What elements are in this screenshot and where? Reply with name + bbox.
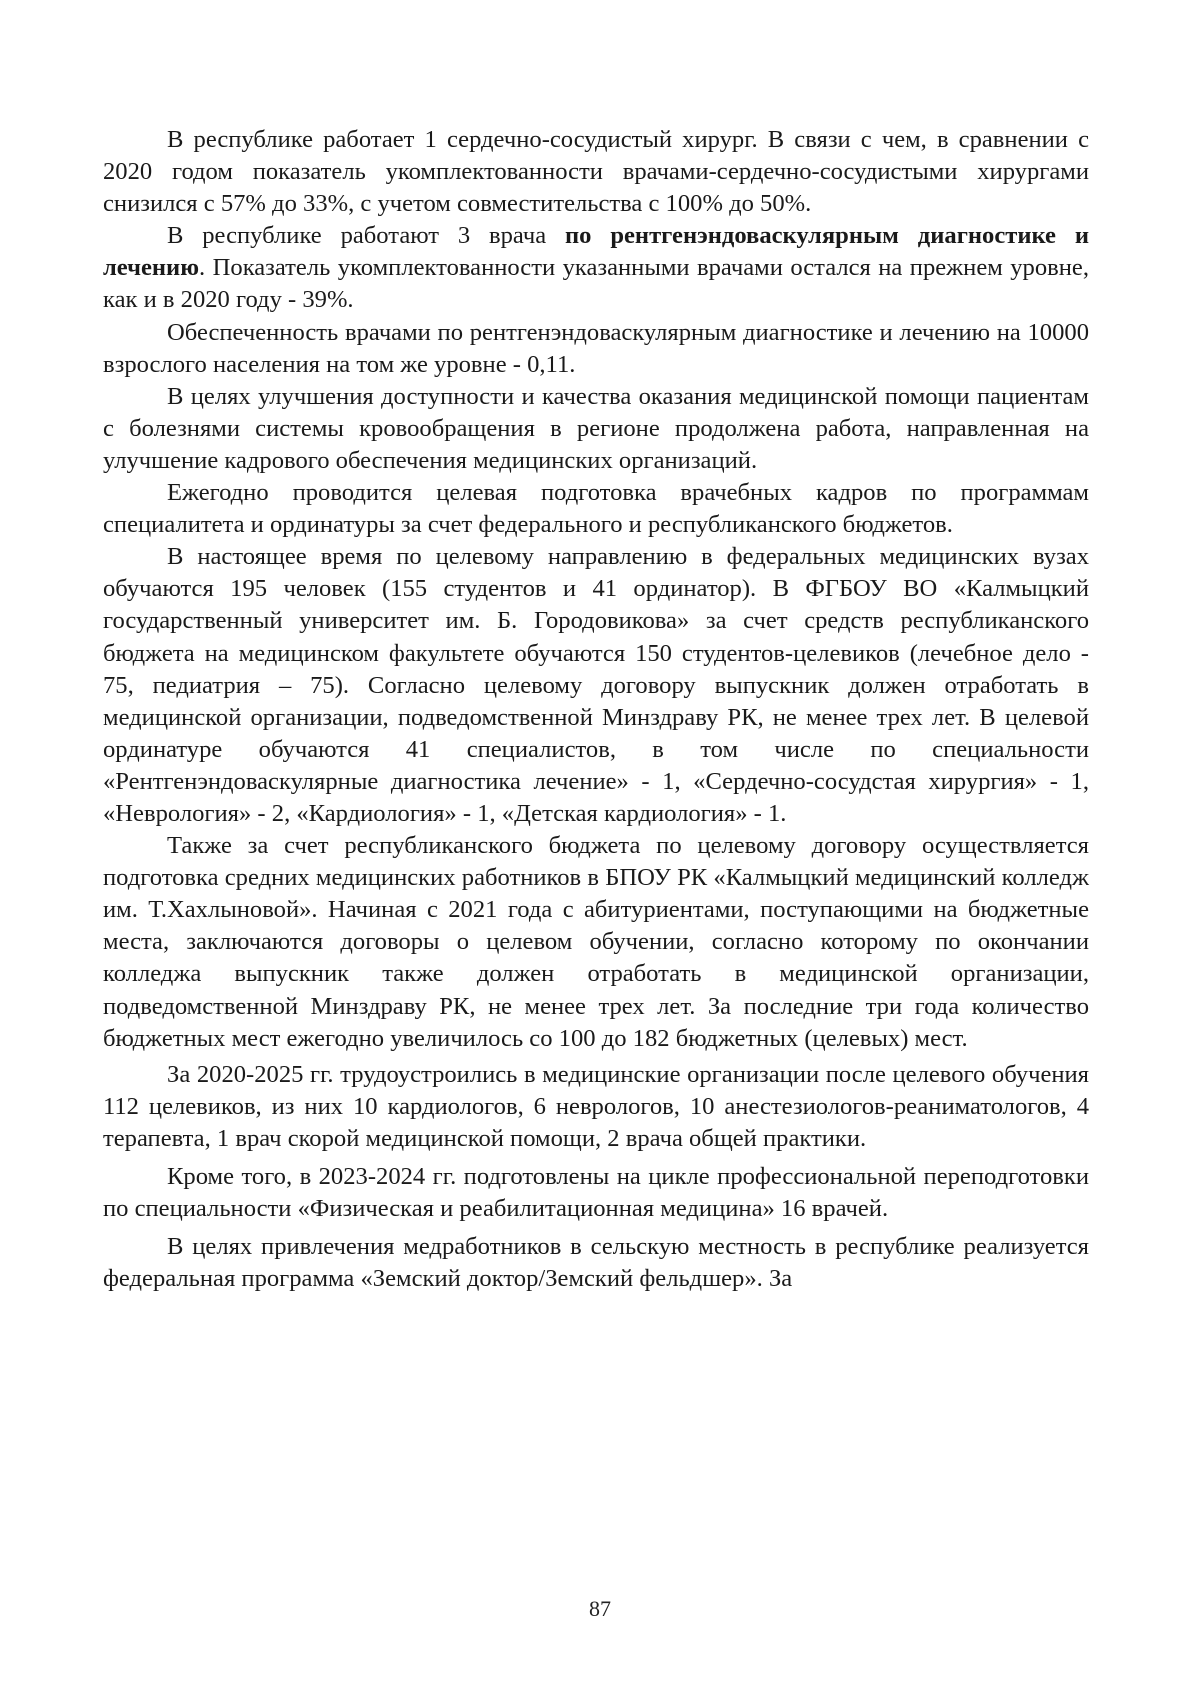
paragraph-endovascular-rest: . Показатель укомплектованности указанными врачами остался на прежнем уровне, как и в 2020 году - 39%. [103, 254, 1089, 314]
paragraph-nursing-college: Также за счет республиканского бюджета по целевому договору осуществляется подготовка средних медицинских работников в БПОУ РК «Калмыцкий медицинский колледж им. Т.Хахлыновой». Начиная с 2021 года с абитуриентами, поступающими на бюджетные места, заключаются договоры о целевом обучении, согласно которому по окончании колледжа выпускник также должен отработать в медицинской организации, подведомственной Минздраву РК, не менее трех лет. За последние три года количество бюджетных мест ежегодно увеличилось со 100 до 182 бюджетных (целевых) мест. [103, 832, 1089, 1052]
paragraph-retraining: Кроме того, в 2023-2024 гг. подготовлены на цикле профессиональной переподготовки по специальности «Физическая и реабилитационная медицина» 16 врачей. [103, 1163, 1089, 1223]
paragraph-provision-rate: Обеспеченность врачами по рентгенэндоваскулярным диагностике и лечению на 10000 взрослого населения на том же уровне - 0,11. [103, 318, 1089, 378]
paragraph-students-residents: В настоящее время по целевому направлению в федеральных медицинских вузах обучаются 195 человек (155 студентов и 41 ординатор). В ФГБОУ ВО «Калмыцкий государственный университет им. Б. Городовикова» за счет средств республиканского бюджета на медицинском факультете обучаются 150 студентов-целевиков (лечебное дело - 75, педиатрия – 75). Согласно целевому договору выпускник должен отработать в медицинской организации, подведомственной Минздраву РК, не менее трех лет. В целевой ординатуре обучаются 41 специалистов, в том числе по специальности «Рентгенэндоваскулярные диагностика лечение» - 1, «Сердечно-сосудстая хирургия» - 1, «Неврология» - 2, «Кардиология» - 1, «Детская кардиология» - 1. [103, 543, 1089, 827]
document-body [103, 124, 1089, 1295]
paragraph-endovascular-intro: В республике работают 3 врача [167, 222, 566, 250]
paragraph-endovascular-doctors [103, 220, 1089, 316]
paragraph-staffing-work: В целях улучшения доступности и качества оказания медицинской помощи пациентам с болезнями системы кровообращения в регионе продолжена работа, направленная на улучшение кадрового обеспечения медицинских организаций. [103, 382, 1089, 474]
paragraph-endovascular-bold: по рентгенэндоваскулярным диагностике и лечению [103, 222, 1089, 282]
paragraph-cardiovascular-surgeon: В республике работает 1 сердечно-сосудистый хирург. В связи с чем, в сравнении с 2020 годом показатель укомплектованности врачами-сердечно-сосудистыми хирургами снизился с 57% до 33%, с учетом совместительства с 100% до 50%. [103, 126, 1089, 218]
paragraph-zemsky-doctor: В целях привлечения медработников в сельскую местность в республике реализуется федеральная программа «Земский доктор/Земский фельдшер». За [103, 1233, 1089, 1293]
page-number: 87 [589, 1596, 611, 1621]
paragraph-targeted-training: Ежегодно проводится целевая подготовка врачебных кадров по программам специалитета и ординатуры за счет федерального и республиканского бюджетов. [103, 479, 1089, 539]
paragraph-employment-results: За 2020-2025 гг. трудоустроились в медицинские организации после целевого обучения 112 целевиков, из них 10 кардиологов, 6 неврологов, 10 анестезиологов-реаниматологов, 4 терапевта, 1 врач скорой медицинской помощи, 2 врача общей практики. [103, 1060, 1089, 1152]
